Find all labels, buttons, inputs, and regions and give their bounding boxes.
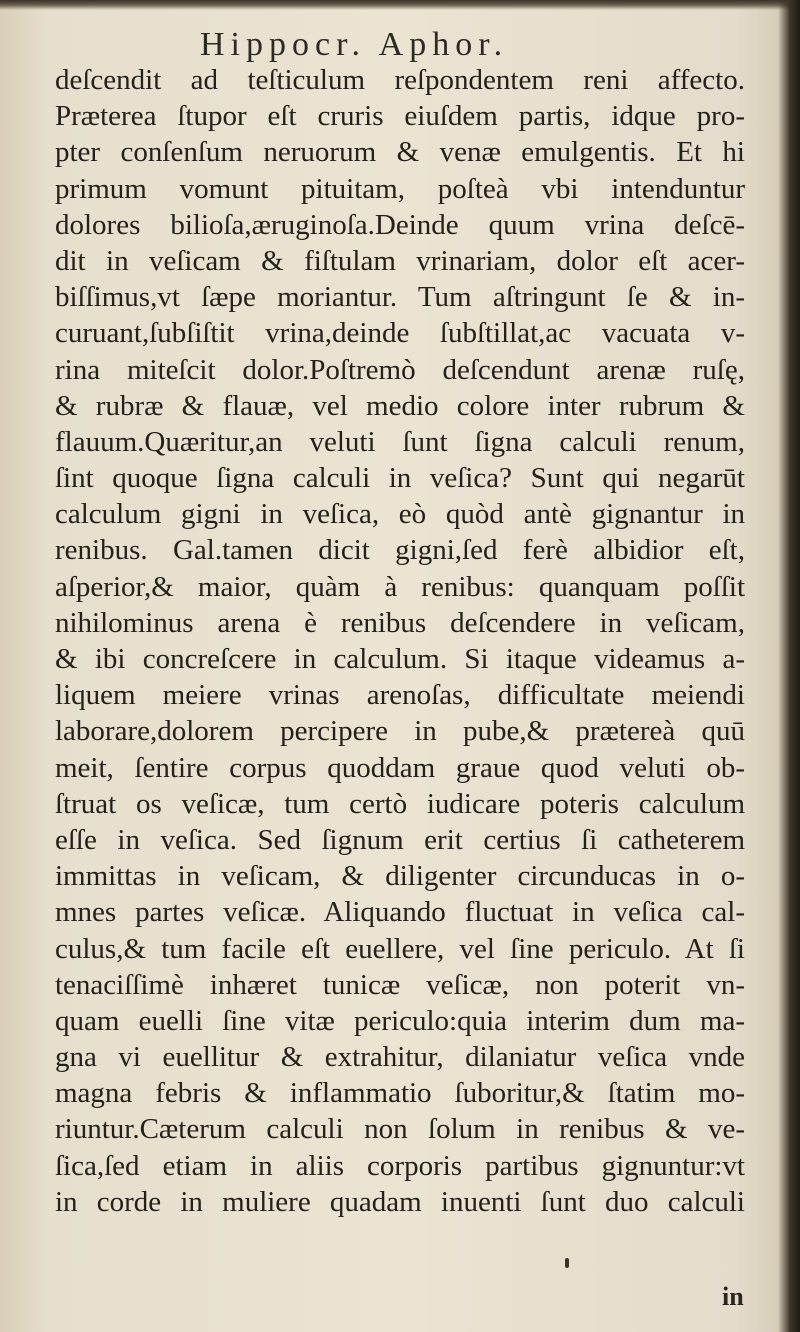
text-line: curuant,ſubſiſtit vrina,deinde ſubſtillat,ac vacuata v-: [55, 317, 745, 350]
ink-speck: [565, 1258, 569, 1268]
body-text: [55, 62, 745, 1220]
text-line: pter conſenſum neruorum & venæ emulgentis. Et hi: [55, 136, 745, 169]
page-top-edge: [0, 0, 800, 10]
text-line: liquem meiere vrinas arenoſas, difficultate meiendi: [55, 679, 745, 712]
text-line: riuntur.Cæterum calculi non ſolum in renibus & ve-: [55, 1113, 745, 1146]
text-line: & rubræ & flauæ, vel medio colore inter rubrum &: [55, 389, 745, 422]
text-line: in corde in muliere quadam inuenti ſunt duo calculi: [55, 1185, 745, 1218]
text-line: laborare,dolorem percipere in pube,& prætereà quū: [55, 715, 745, 748]
text-line: gna vi euellitur & extrahitur, dilaniatur veſica vnde: [55, 1041, 745, 1074]
text-line: renibus. Gal.tamen dicit gigni,ſed ferè albidior eſt,: [55, 534, 745, 567]
text-line: immittas in veſicam, & diligenter circunducas in o-: [55, 860, 745, 893]
text-line: nihilominus arena è renibus deſcendere in veſicam,: [55, 606, 745, 639]
text-line: Præterea ſtupor eſt cruris eiuſdem partis, idque pro-: [55, 100, 745, 133]
text-line: magna febris & inflammatio ſuboritur,& ſtatim mo-: [55, 1077, 745, 1110]
text-line: calculum gigni in veſica, eò quòd antè gignantur in: [55, 498, 745, 531]
text-line: biſſimus,vt ſæpe moriantur. Tum aſtringunt ſe & in-: [55, 281, 745, 314]
text-line: ſica,ſed etiam in aliis corporis partibus gignuntur:vt: [55, 1149, 745, 1182]
text-line: aſperior,& maior, quàm à renibus: quanquam poſſit: [55, 570, 745, 603]
text-line: dolores bilioſa,æruginoſa.Deinde quum vrina deſcē-: [55, 208, 745, 241]
running-head: Hippocr. Aphor.: [200, 26, 509, 63]
text-line: meit, ſentire corpus quoddam graue quod veluti ob-: [55, 751, 745, 784]
text-line: eſſe in veſica. Sed ſignum erit certius ſi catheterem: [55, 823, 745, 856]
text-line: culus,& tum facile eſt euellere, vel ſine periculo. At ſi: [55, 932, 745, 965]
text-line: dit in veſicam & fiſtulam vrinariam, dolor eſt acer-: [55, 244, 745, 277]
catchword: in: [722, 1282, 744, 1311]
text-line: quam euelli ſine vitæ periculo:quia interim dum ma-: [55, 1004, 745, 1037]
text-line: rina miteſcit dolor.Poſtremò deſcendunt arenæ ruſę,: [55, 353, 745, 386]
text-line: mnes partes veſicæ. Aliquando fluctuat in veſica cal-: [55, 896, 745, 929]
text-line: tenaciſſimè inhæret tunicæ veſicæ, non poterit vn-: [55, 968, 745, 1001]
text-line: & ibi concreſcere in calculum. Si itaque videamus a-: [55, 643, 745, 675]
text-line: deſcendit ad teſticulum reſpondentem reni affecto.: [55, 64, 745, 96]
book-gutter-shadow: [778, 0, 800, 1332]
text-line: ſtruat os veſicæ, tum certò iudicare poteris calculum: [55, 787, 745, 820]
text-line: flauum.Quæritur,an veluti ſunt ſigna calculi renum,: [55, 425, 745, 458]
text-line: primum vomunt pituitam, poſteà vbi intenduntur: [55, 172, 745, 205]
text-line: ſint quoque ſigna calculi in veſica? Sunt qui negarūt: [55, 462, 745, 495]
